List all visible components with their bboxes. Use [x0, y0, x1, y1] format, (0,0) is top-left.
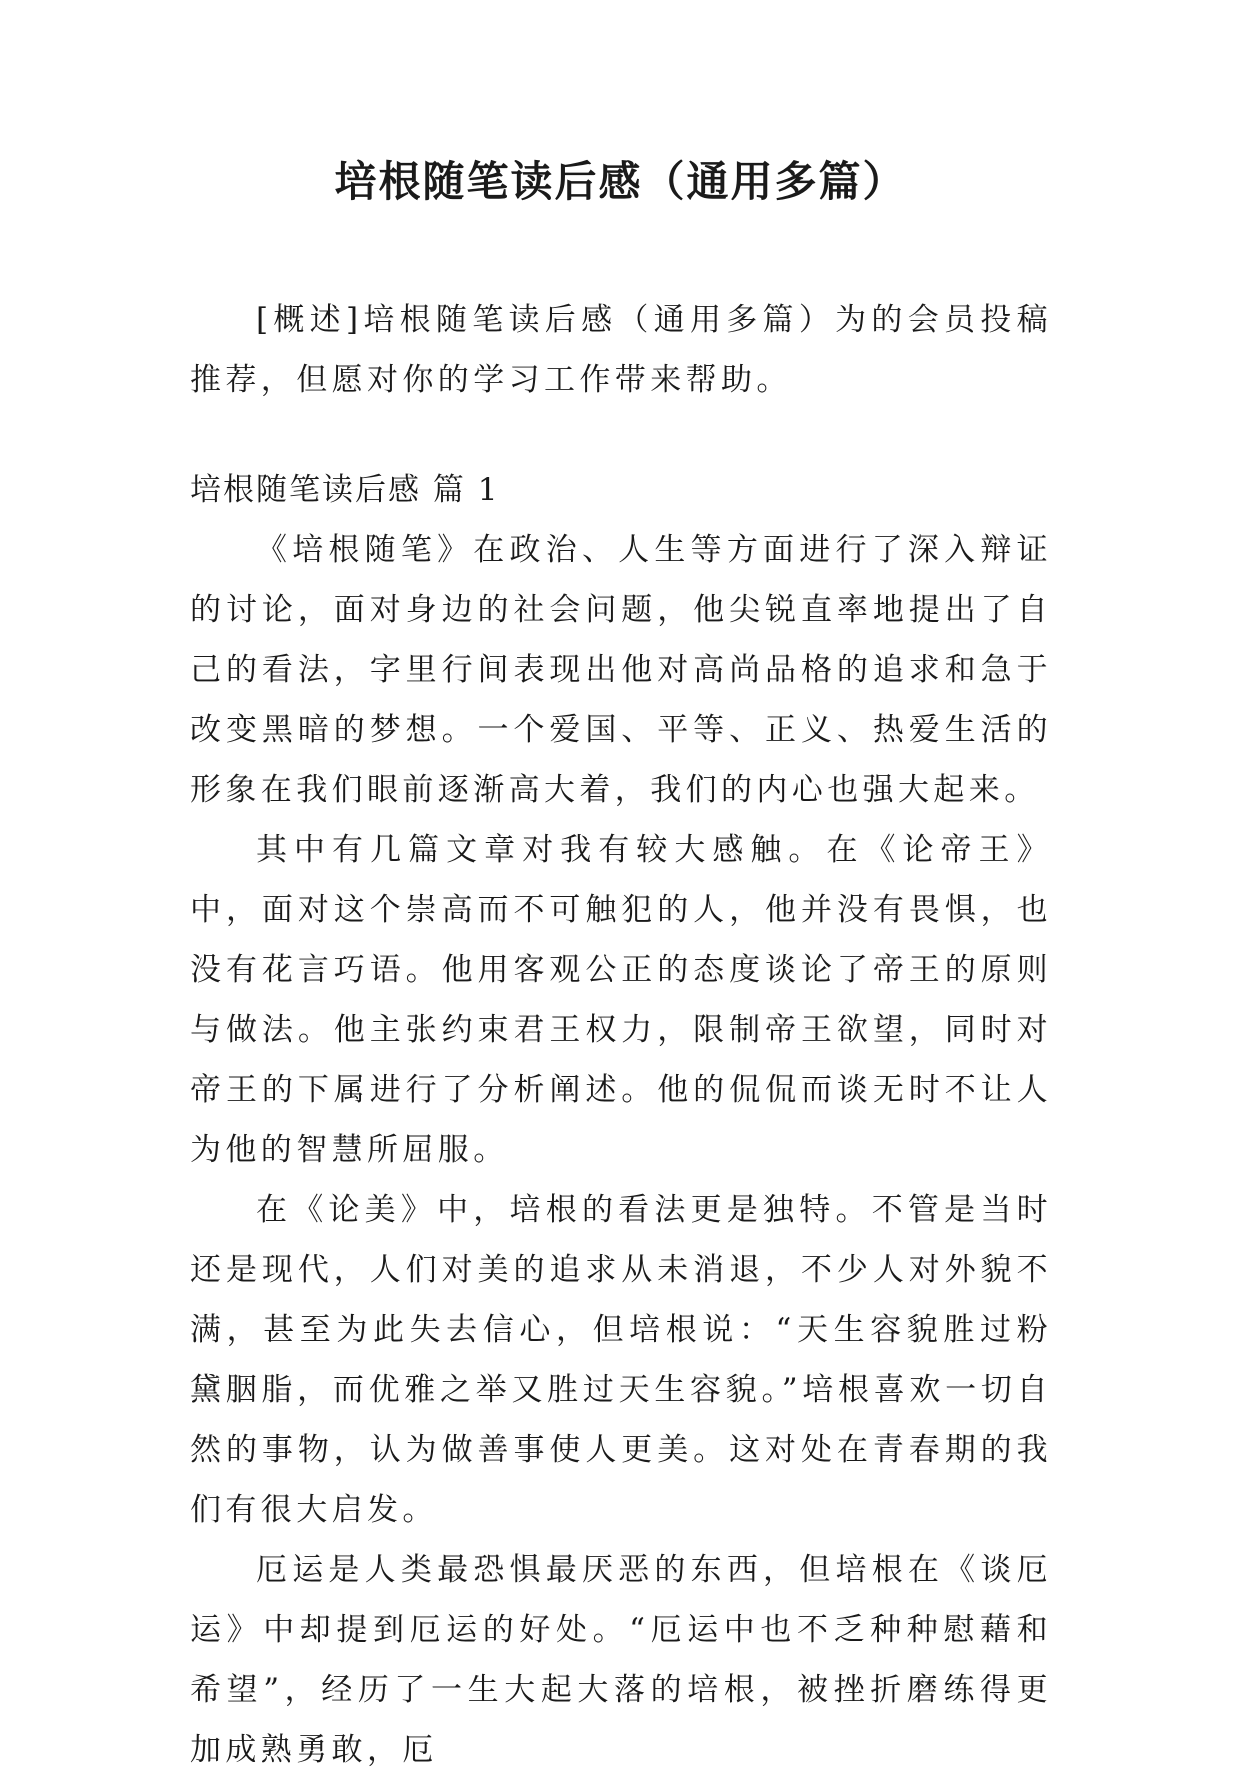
body-paragraph: 《培根随笔》在政治、人生等方面进行了深入辩证的讨论，面对身边的社会问题，他尖锐直率地提出了自己的看法，字里行间表现出他对高尚品格的追求和急于改变黑暗的梦想。一个爱国、平等、正义、热爱生活的形象在我们眼前逐渐高大着，我们的内心也强大起来。 — [190, 532, 1052, 808]
document-title: 培根随笔读后感（通用多篇） — [334, 157, 907, 206]
body-paragraph: 厄运是人类最恐惧最厌恶的东西，但培根在《谈厄运》中却提到厄运的好处。“厄运中也不乏种种慰藉和希望”，经历了一生大起大落的培根，被挫折磨练得更加成熟勇敢，厄 — [190, 1552, 1052, 1768]
body-paragraph: 在《论美》中，培根的看法更是独特。不管是当时还是现代，人们对美的追求从未消退，不少人对外貌不满，甚至为此失去信心，但培根说：“天生容貌胜过粉黛胭脂，而优雅之举又胜过天生容貌。”培根喜欢一切自然的事物，认为做善事使人更美。这对处在青春期的我们有很大启发。 — [190, 1192, 1052, 1528]
body-paragraph: 其中有几篇文章对我有较大感触。在《论帝王》中，面对这个崇高而不可触犯的人，他并没有畏惧，也没有花言巧语。他用客观公正的态度谈论了帝王的原则与做法。他主张约束君王权力，限制帝王欲望，同时对帝王的下属进行了分析阐述。他的侃侃而谈无时不让人为他的智慧所屈服。 — [190, 832, 1052, 1168]
summary-paragraph: [概述]培根随笔读后感（通用多篇）为的会员投稿推荐，但愿对你的学习工作带来帮助。 — [190, 302, 1052, 398]
article-body — [190, 520, 1052, 1780]
section-heading: 培根随笔读后感 篇 1 — [190, 472, 500, 508]
